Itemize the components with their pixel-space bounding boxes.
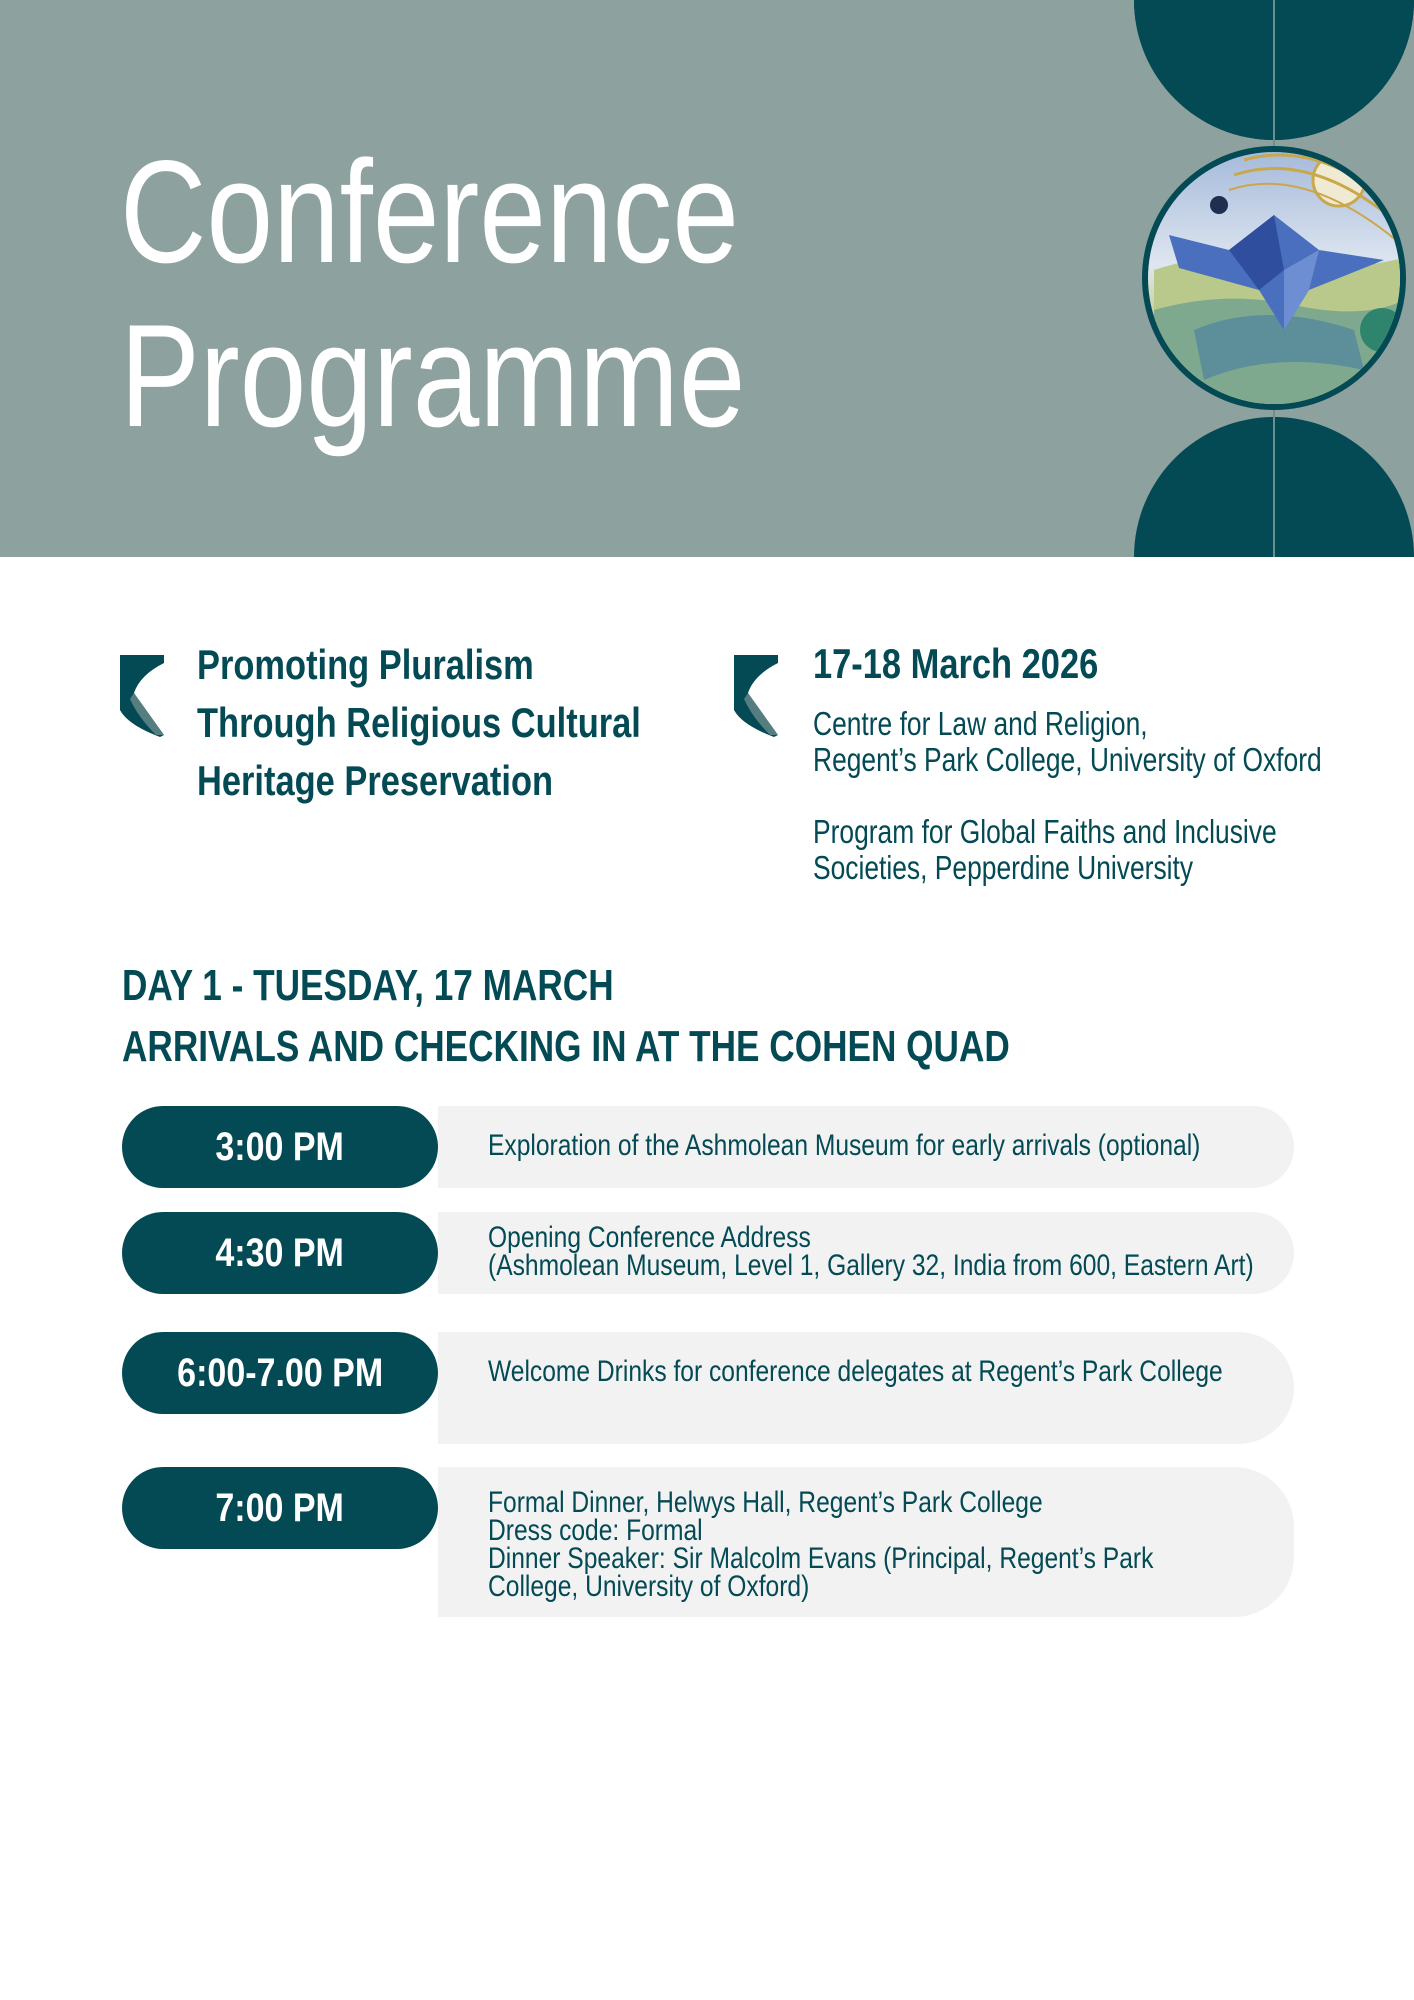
description-line: (Ashmolean Museum, Level 1, Gallery 32, India from 600, Eastern Art) [488, 1249, 1254, 1282]
time-label: 4:30 PM [215, 1230, 345, 1275]
organiser-pepperdine [813, 814, 1277, 886]
quote-mark-icon [120, 655, 164, 737]
description-line: Welcome Drinks for conference delegates at Regent’s Park College [488, 1355, 1223, 1388]
description-line: Opening Conference Address [488, 1221, 811, 1254]
quote-mark-icon [734, 655, 778, 737]
organiser-oxford [813, 706, 1322, 778]
page-title [120, 130, 745, 458]
header-banner [0, 0, 1414, 557]
page-title-line-2: Programme [120, 294, 746, 457]
description-line: Exploration of the Ashmolean Museum for early arrivals (optional) [488, 1129, 1201, 1162]
day-heading [122, 955, 1010, 1077]
description-line: Formal Dinner, Helwys Hall, Regent’s Park College [488, 1486, 1043, 1519]
page-title-line-1: Conference [120, 130, 739, 293]
schedule-row [122, 1467, 1294, 1617]
conference-dates: 17-18 March 2026 [813, 640, 1099, 687]
schedule-description [438, 1106, 1294, 1188]
organiser-line: Centre for Law and Religion, [813, 705, 1148, 742]
conference-subtitle [197, 636, 656, 810]
time-label: 7:00 PM [215, 1485, 345, 1530]
description-line: Dress code: Formal [488, 1514, 703, 1547]
decorative-circles [1134, 0, 1414, 557]
schedule-row [122, 1332, 1294, 1444]
schedule-row [122, 1106, 1294, 1188]
organiser-line: Program for Global Faiths and Inclusive [813, 813, 1277, 850]
day-heading-line-1: DAY 1 - TUESDAY, 17 MARCH [122, 961, 614, 1010]
subtitle-line-1: Promoting Pluralism [197, 641, 534, 688]
schedule-description [438, 1212, 1294, 1294]
schedule-description [438, 1332, 1294, 1444]
time-label: 3:00 PM [215, 1124, 345, 1169]
schedule-row [122, 1212, 1294, 1294]
subtitle-line-3: Heritage Preservation [197, 757, 554, 804]
description-line: College, University of Oxford) [488, 1570, 810, 1603]
subtitle-line-2: Through Religious Cultural [197, 699, 641, 746]
organiser-line: Societies, Pepperdine University [813, 849, 1194, 886]
description-line: Dinner Speaker: Sir Malcolm Evans (Principal, Regent’s Park [488, 1542, 1154, 1575]
time-badge [122, 1106, 438, 1188]
time-badge [122, 1212, 438, 1294]
day-heading-line-2: ARRIVALS AND CHECKING IN AT THE COHEN QUAD [122, 1022, 1010, 1071]
artwork-image [1134, 140, 1414, 420]
time-badge [122, 1332, 438, 1414]
organiser-line: Regent’s Park College, University of Oxford [813, 741, 1322, 778]
schedule-description [438, 1467, 1294, 1617]
time-badge [122, 1467, 438, 1549]
time-label: 6:00-7.00 PM [177, 1350, 383, 1395]
